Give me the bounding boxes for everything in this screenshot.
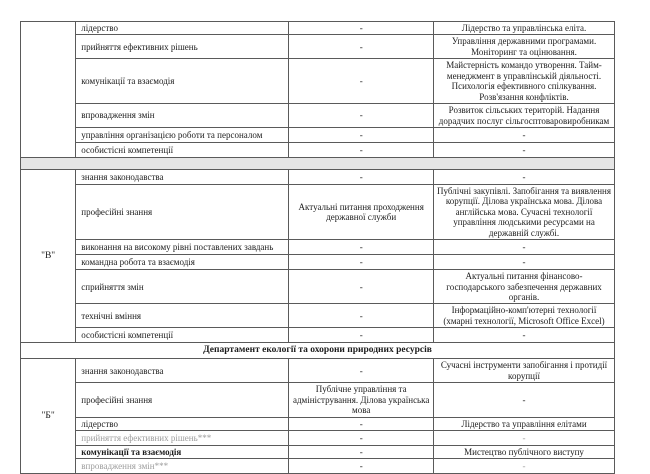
competency-cell: технічні вміння (76, 304, 289, 328)
middle-topic-cell: - (289, 270, 434, 304)
competency-cell: прийняття ефективних рішень*** (76, 430, 289, 445)
middle-topic-cell: - (289, 304, 434, 328)
right-topic-cell: Лідерство та управління елітами (434, 417, 615, 430)
table-row (21, 240, 615, 255)
competency-cell: управління організацією роботи та персоналом (76, 127, 289, 142)
right-topic-cell: Мистецтво публічного виступу (434, 445, 615, 458)
table-row (21, 417, 615, 430)
competency-cell: знання законодавства (76, 359, 289, 383)
table-row (21, 22, 615, 35)
right-topic-cell: Управління державними програмами. Моніторинг та оцінювання. (434, 35, 615, 59)
middle-topic-cell: - (289, 255, 434, 270)
table-row (21, 270, 615, 304)
competency-cell: професійні знання (76, 184, 289, 239)
middle-topic-cell: - (289, 359, 434, 383)
middle-topic-cell: - (289, 459, 434, 474)
table-row (21, 445, 615, 458)
table-row (21, 127, 615, 142)
competency-cell: сприйняття змін (76, 270, 289, 304)
right-topic-cell: - (434, 142, 615, 157)
competency-cell: комунікації та взаємодія (76, 445, 289, 458)
table-row (21, 459, 615, 474)
table-row (21, 59, 615, 104)
right-topic-cell: Актуальні питання фінансово-господарського забезпечення державних органів. (434, 270, 615, 304)
right-topic-cell: - (434, 328, 615, 343)
middle-topic-cell: - (289, 142, 434, 157)
competency-cell: виконання на високому рівні поставлених завдань (76, 240, 289, 255)
competency-cell: особистісні компетенції (76, 328, 289, 343)
middle-topic-cell: Актуальні питання проходження державної служби (289, 184, 434, 239)
table-row (21, 169, 615, 184)
right-topic-cell: Інформаційно-комп'ютерні технології (хмарні технології, Microsoft Office Excel) (434, 304, 615, 328)
middle-topic-cell: Публічне управління та адміністрування. Ділова українська мова (289, 383, 434, 417)
competency-cell: знання законодавства (76, 169, 289, 184)
competency-cell: впровадження змін (76, 104, 289, 128)
middle-topic-cell: - (289, 417, 434, 430)
right-topic-cell: - (434, 169, 615, 184)
group-label-cell: "В" (21, 169, 76, 342)
middle-topic-cell: - (289, 445, 434, 458)
middle-topic-cell: - (289, 22, 434, 35)
table-row (21, 430, 615, 445)
table-row (21, 255, 615, 270)
right-topic-cell: - (434, 459, 615, 474)
middle-topic-cell: - (289, 127, 434, 142)
competency-cell: лідерство (76, 22, 289, 35)
table-row (21, 142, 615, 157)
competency-cell: комунікації та взаємодія (76, 59, 289, 104)
right-topic-cell: Розвиток сільських територій. Надання дорадчих послуг сільгосптоваровиробникам (434, 104, 615, 128)
middle-topic-cell: - (289, 328, 434, 343)
competency-cell: професійні знання (76, 383, 289, 417)
department-header: Департамент екології та охорони природних ресурсів (21, 343, 615, 359)
section-separator (21, 157, 615, 169)
right-topic-cell: Сучасні інструменти запобігання і протидії корупції (434, 359, 615, 383)
middle-topic-cell: - (289, 240, 434, 255)
table-row (21, 359, 615, 383)
group-label-cell (21, 22, 76, 158)
middle-topic-cell: - (289, 169, 434, 184)
competency-cell: лідерство (76, 417, 289, 430)
middle-topic-cell: - (289, 104, 434, 128)
table-row (21, 328, 615, 343)
competency-training-table (20, 21, 615, 474)
competency-cell: особистісні компетенції (76, 142, 289, 157)
group-label-cell: "Б" (21, 359, 76, 474)
right-topic-cell: Публічні закупівлі. Запобігання та виявлення корупції. Ділова українська мова. Ділова англійська мова. Сучасні технології управління людськими ресурсами на державній службі. (434, 184, 615, 239)
right-topic-cell: - (434, 240, 615, 255)
table-row (21, 104, 615, 128)
competency-cell: прийняття ефективних рішень (76, 35, 289, 59)
right-topic-cell: - (434, 383, 615, 417)
table-row (21, 35, 615, 59)
table-row (21, 304, 615, 328)
competency-cell: командна робота та взаємодія (76, 255, 289, 270)
middle-topic-cell: - (289, 430, 434, 445)
right-topic-cell: Майстерність командо утворення. Тайм-менеджмент в управлінській діяльності. Психологія ефективного спілкування. Розв'язання конфліктів. (434, 59, 615, 104)
right-topic-cell: - (434, 255, 615, 270)
right-topic-cell: Лідерство та управлінська еліта. (434, 22, 615, 35)
right-topic-cell: - (434, 430, 615, 445)
table-row (21, 184, 615, 239)
right-topic-cell: - (434, 127, 615, 142)
competency-cell: впровадження змін*** (76, 459, 289, 474)
middle-topic-cell: - (289, 35, 434, 59)
table-body (21, 22, 615, 474)
table-row (21, 383, 615, 417)
department-header-row (21, 343, 615, 359)
middle-topic-cell: - (289, 59, 434, 104)
section-separator-cell (21, 157, 615, 169)
